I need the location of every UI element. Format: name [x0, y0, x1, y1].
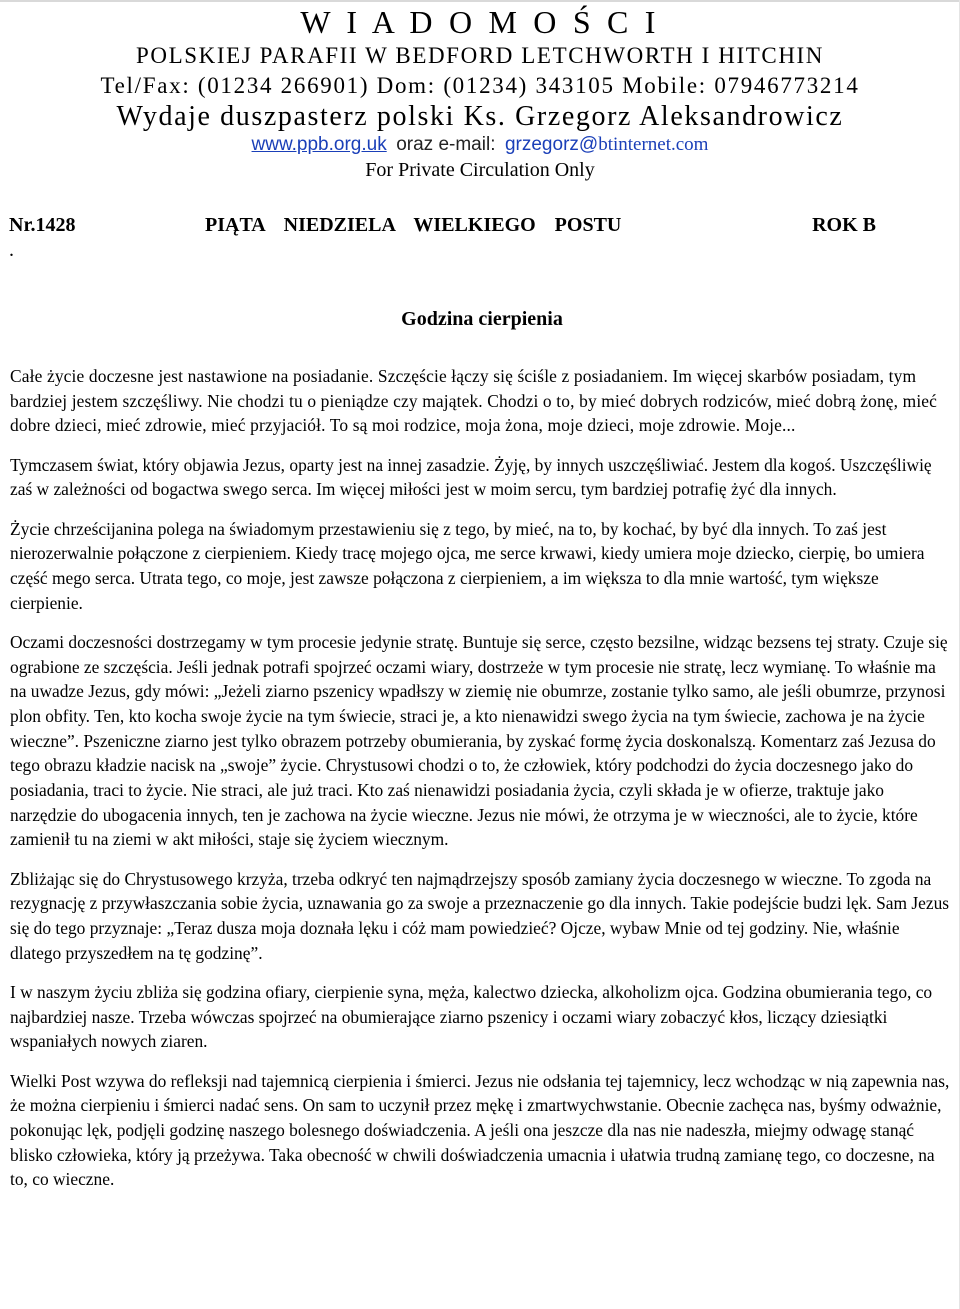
- article-paragraph: Wielki Post wzywa do refleksji nad tajemnicą cierpienia i śmierci. Jezus nie odsłania tej tajemnicy, lecz wchodząc w nią zapewnia nas, że można cierpieniu i śmierci nadać sens. On sam to uczynił przez mękę i zmartwychwstanie. Obecnie zachęca nas, byśmy odważnie, pokonując lęk, podjęli godzinę naszego bolesnego doświadczenia. A jeśli ona jeszcze dla nas nie nadeszła, miejmy odwagę stanąć blisko człowieka, który ją przeżywa. Taka obecność w chwili doświadczenia umacnia i ułatwia trudną zamianę tego, co doczesne, na to, co wieczne.: [10, 1070, 950, 1190]
- email-user: grzegorz@: [504, 134, 599, 155]
- contact-phones: Tel/Fax: (01234 266901) Dom: (01234) 343105 Mobile: 07946773214: [100, 73, 860, 98]
- website-link[interactable]: www.ppb.org.uk: [251, 134, 387, 155]
- parish-name: POLSKIEJ PARAFII W BEDFORD LETCHWORTH I HITCHIN: [135, 43, 825, 68]
- article-paragraph: Zbliżając się do Chrystusowego krzyża, trzeba odkryć ten najmądrzejszy sposób zamiany życia doczesnego w wieczne. To zgoda na rezygnację z przywłaszczania sobie życia, uznawania go za swoje a przeznaczenie go dla innych. Takie podejście budzi lęk. Sam Jezus się do tego przyznaje: „Teraz dusza moja doznała lęku i cóż mam powiedzieć? Ojcze, wybaw Mnie od tej godziny. Nie, właśnie dlatego przyszedłem na tę godzinę”.: [10, 868, 950, 963]
- article-body: [10, 364, 950, 1207]
- article-paragraph: Oczami doczesności dostrzegamy w tym procesie jedynie stratę. Buntuje się serce, często bezsilne, widząc bezsens tej straty. Czuje się ograbione ze szczęścia. Jeśli jednak potrafi spojrzeć oczami wiary, dostrzeże w tym procesie nie stratę, lecz wymianę. To właśnie ma na uwadze Jezus, gdy mówi: „Jeżeli ziarno pszenicy wpadłszy w ziemię nie obumrze, zostanie tylko samo, ale jeśli obumrze, przynosi plon obfity. Ten, kto kocha swoje życie na tym świecie, straci je, a kto nienawidzi swego życia na tym świecie, zachowa je na życie wieczne”. Pszeniczne ziarno jest tylko obrazem potrzeby obumierania, by zyskać formę życia doskonalszą. Komentarz zaś Jezusa do tego obrazu kładzie nacisk na „swoje” życie. Chrystusowi chodzi o to, że człowiek, który podchodzi do życia doczesnego jako do posiadania, traci to życie. Nie straci, ale już traci. Kto zaś nienawidzi posiadania życia, czyli składa je w ofierze, traktuje jako narzędzie do ubogacenia innych, ten je zachowa na życie wieczne. Jezus nie mówi, że otrzyma je w wieczności, ale to życie, które zamienił tu na ziemi w akt miłości, staje się życiem wiecznym.: [10, 631, 948, 850]
- issue-number: Nr.1428: [9, 214, 76, 236]
- liturgical-year: ROK B: [812, 214, 876, 236]
- newsletter-title: W I A D O M O Ś C I: [300, 4, 660, 40]
- article-title: Godzina cierpienia: [401, 308, 563, 330]
- top-border-line: [0, 0, 960, 2]
- liturgical-week: PIĄTA NIEDZIELA WIELKIEGO POSTU: [205, 214, 622, 236]
- email-domain: btinternet.com: [598, 134, 709, 155]
- issue-info-row: [0, 212, 960, 240]
- article-paragraph: Życie chrześcijanina polega na świadomym przestawieniu się z tego, by mieć, na to, by kochać, by być dla innych. To zaś jest nierozerwalnie połączone z cierpieniem. Kiedy tracę mojego ojca, me serce krwawi, kiedy umiera moje dziecko, cierpię, bo umiera część mego serca. Utrata tego, co moje, jest zawsze połączona z cierpieniem, a im większa to dla mnie wartość, tym większe cierpienie.: [10, 518, 925, 613]
- article-paragraph: I w naszym życiu zbliża się godzina ofiary, cierpienie syna, męża, kalectwo dziecka, alkoholizm ojca. Godzina obumierania tego, co najbardziej nasze. Trzeba wówczas spojrzeć na obumierające ziarno pszenicy i oczami wiary zobaczyć kłos, liczący dziesiątki wspaniałych nowych ziaren.: [10, 981, 933, 1052]
- article-paragraph: Tymczasem świat, który objawia Jezus, oparty jest na innej zasadzie. Żyję, by innych uszczęśliwiać. Jestem dla kogoś. Uszczęśliwię zaś w zależności od bogactwa swego serca. Im więcej miłości jest w moim sercu, tym bardziej potrafię żyć dla innych.: [10, 454, 932, 500]
- publisher-line: Wydaje duszpasterz polski Ks. Grzegorz Aleksandrowicz: [116, 101, 844, 132]
- web-email-line: [0, 133, 960, 157]
- circulation-note: For Private Circulation Only: [365, 159, 595, 181]
- email-link[interactable]: [505, 134, 709, 155]
- article-paragraph: Całe życie doczesne jest nastawione na posiadanie. Szczęście łączy się ściśle z posiadaniem. Im więcej skarbów posiadam, tym bardziej jestem szczęśliwy. Nie chodzi tu o pieniądze czy majątek. Chodzi o to, by mieć dobrych rodziców, mieć dobrą żonę, mieć dobre dzieci, mieć zdrowie, mieć przyjaciół. To są moi rodzice, moja żona, moje dzieci, moje zdrowie. Moje...: [10, 366, 938, 436]
- stray-dot: .: [9, 239, 14, 261]
- email-connector: oraz e-mail:: [396, 134, 496, 155]
